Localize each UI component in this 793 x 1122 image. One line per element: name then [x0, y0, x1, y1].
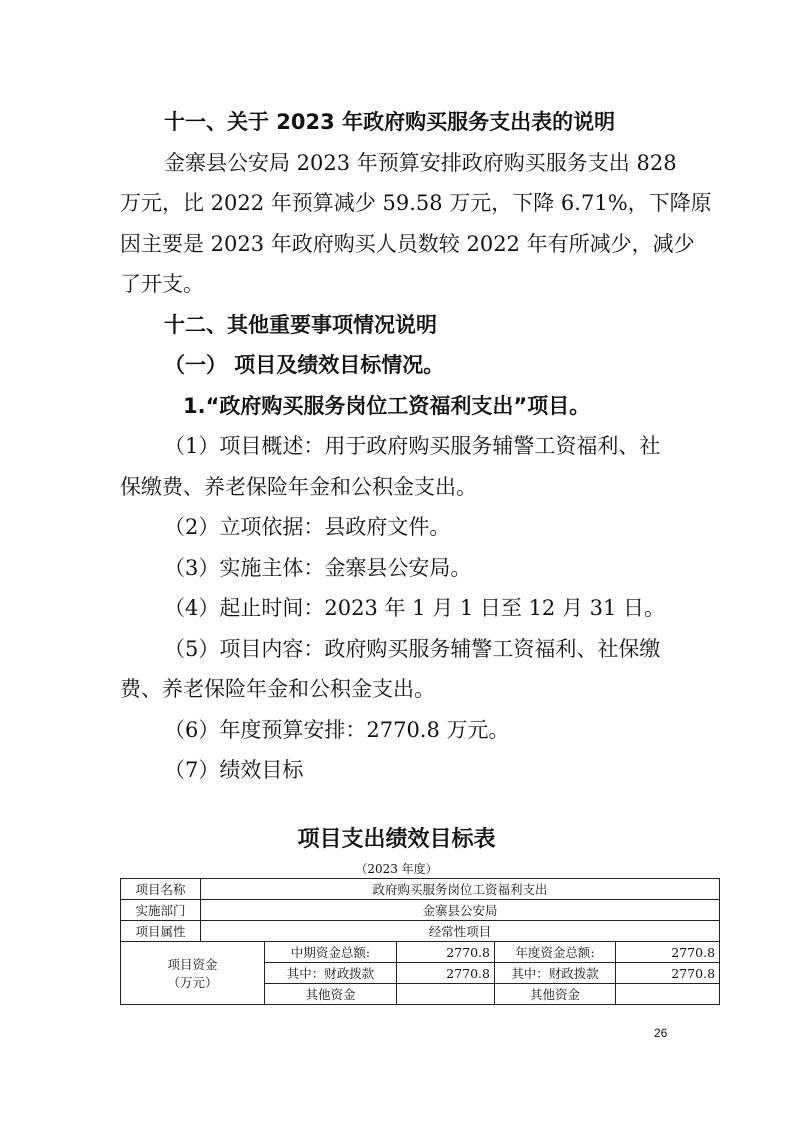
- table-row: [121, 942, 720, 963]
- item-line: （5）项目内容：政府购买服务辅警工资福利、社保缴: [164, 637, 661, 661]
- item-line: （7）绩效目标: [164, 758, 304, 782]
- funds-label: 项目资金: [167, 957, 218, 972]
- table-row: [121, 879, 720, 900]
- table-label: 项目名称: [121, 879, 201, 900]
- table-label: 其他资金: [265, 984, 397, 1005]
- table-year: （2023 年度）: [355, 862, 438, 876]
- subheading: （一） 项目及绩效目标情况。: [164, 353, 445, 377]
- item-line: （3）实施主体：金寨县公安局。: [164, 556, 472, 580]
- table-row: [121, 921, 720, 942]
- table-value: 2770.8: [397, 963, 495, 984]
- funds-label-cell: [121, 942, 265, 1005]
- item-line: （6）年度预算安排：2770.8 万元。: [164, 718, 510, 742]
- table-value: 政府购买服务岗位工资福利支出: [201, 879, 720, 900]
- paragraph-line: 万元，比 2022 年预算减少 59.58 万元，下降 6.71%，下降原: [120, 191, 712, 215]
- table-label: 实施部门: [121, 900, 201, 921]
- item-line: （1）项目概述：用于政府购买服务辅警工资福利、社: [164, 434, 661, 458]
- table-label: 其中：财政拨款: [265, 963, 397, 984]
- table-value: 金寨县公安局: [201, 900, 720, 921]
- table-value-empty: [616, 984, 720, 1005]
- table-value-empty: [397, 984, 495, 1005]
- item-line: 保缴费、养老保险年金和公积金支出。: [120, 475, 477, 499]
- table-label: 中期资金总额:: [265, 942, 397, 963]
- table-value: 2770.8: [616, 942, 720, 963]
- section-12-heading: 十二、其他重要事项情况说明: [164, 313, 437, 337]
- item-line: （4）起止时间：2023 年 1 月 1 日至 12 月 31 日。: [164, 596, 666, 620]
- paragraph-line: 了开支。: [120, 272, 204, 296]
- funds-unit: （万元）: [167, 975, 218, 990]
- performance-goal-table: [120, 878, 720, 1005]
- paragraph-line: 金寨县公安局 2023 年预算安排政府购买服务支出 828: [164, 151, 677, 175]
- item-line: （2）立项依据：县政府文件。: [164, 515, 451, 539]
- project-title: 1.“政府购买服务岗位工资福利支出”项目。: [183, 394, 591, 418]
- table-label: 其他资金: [495, 984, 616, 1005]
- table-label: 年度资金总额:: [495, 942, 616, 963]
- table-value: 经常性项目: [201, 921, 720, 942]
- section-11-heading: 十一、关于 2023 年政府购买服务支出表的说明: [164, 110, 616, 134]
- table-row: [121, 900, 720, 921]
- item-line: 费、养老保险年金和公积金支出。: [120, 677, 435, 701]
- table-label: 项目属性: [121, 921, 201, 942]
- table-value: 2770.8: [397, 942, 495, 963]
- page-number: 26: [654, 1026, 668, 1040]
- table-label: 其中：财政拨款: [495, 963, 616, 984]
- table-value: 2770.8: [616, 963, 720, 984]
- table-title: 项目支出绩效目标表: [297, 827, 496, 852]
- paragraph-line: 因主要是 2023 年政府购买人员数较 2022 年有所减少，减少: [120, 232, 695, 256]
